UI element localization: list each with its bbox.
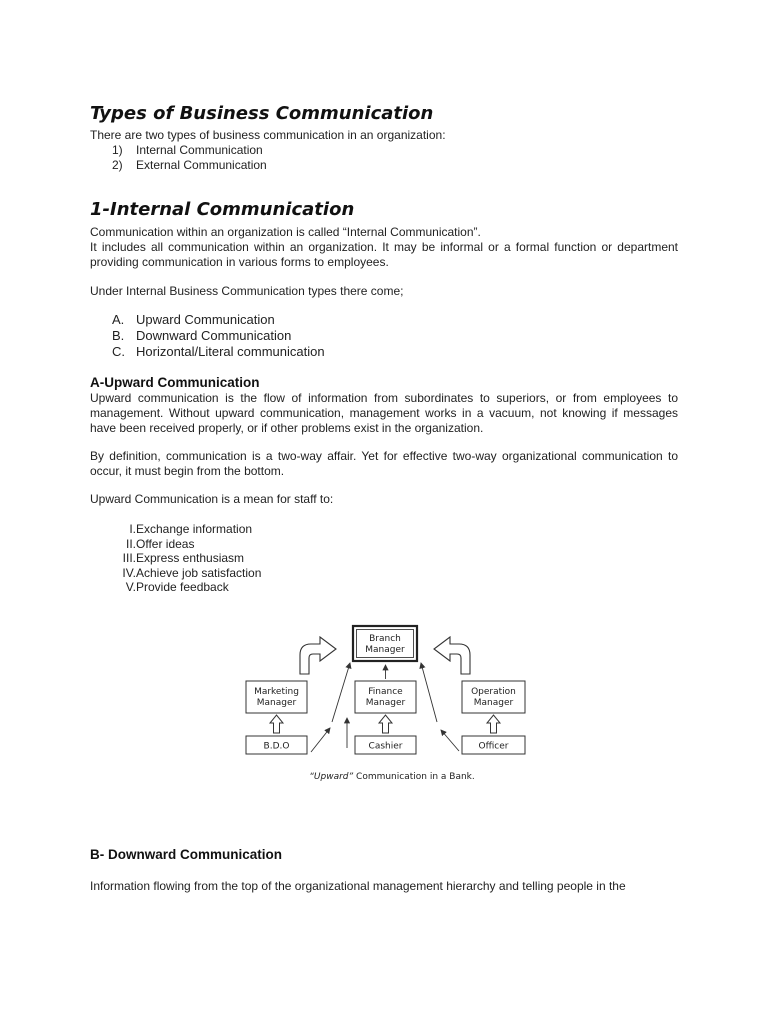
marketing-manager-label-1: Marketing — [254, 687, 299, 697]
list-item-label: Offer ideas — [136, 536, 195, 551]
paragraph: Under Internal Business Communication types there come; — [90, 284, 404, 298]
curved-arrow-icon — [434, 637, 470, 674]
operation-manager-box — [462, 681, 525, 713]
list-item-marker: II. — [125, 536, 136, 551]
list-item-label: Exchange information — [136, 522, 253, 536]
arrow-to-branch-right — [421, 663, 437, 722]
hollow-arrow-up — [379, 715, 392, 733]
list-item-label: Provide feedback — [136, 580, 229, 594]
section-heading-downward: B- Downward Communication — [90, 847, 282, 862]
arrow-to-branch-left — [332, 663, 350, 722]
diagram-caption — [309, 772, 475, 782]
operation-manager-label-1: Operation — [471, 687, 516, 697]
section-heading-upward: A-Upward Communication — [90, 375, 260, 390]
finance-manager-label-1: Finance — [368, 687, 403, 697]
marketing-manager-box — [246, 681, 307, 713]
doc-title: Types of Business Communication — [90, 103, 434, 124]
list-item-marker: 1) — [112, 143, 123, 157]
officer-label: Officer — [478, 741, 509, 752]
branch-manager-label-1: Branch — [369, 634, 401, 644]
list-item: External Communication — [136, 158, 267, 172]
curved-arrow-icon — [300, 637, 336, 674]
paragraph: Information flowing from the top of the organizational management hierarchy and telling people in the — [90, 879, 626, 893]
intro-text: There are two types of business communication in an organization: — [90, 128, 446, 142]
officer-box — [462, 736, 525, 754]
section-heading-internal: 1-Internal Communication — [90, 199, 355, 220]
hollow-arrow-up — [270, 715, 283, 733]
list-item-marker: B. — [112, 328, 125, 343]
list-item-marker: I. — [129, 522, 136, 536]
hollow-arrow-up — [487, 715, 500, 733]
cashier-label: Cashier — [368, 741, 403, 752]
list-item: Horizontal/Literal communication — [136, 344, 325, 359]
bdo-label: B.D.O — [263, 741, 290, 752]
caption-rest: Communication in a Bank. — [353, 772, 475, 782]
finance-manager-box — [355, 681, 416, 713]
cashier-box — [355, 736, 416, 754]
list-item-marker: 2) — [112, 158, 123, 172]
caption-quoted: “Upward” — [309, 772, 354, 782]
list-item: Internal Communication — [136, 143, 263, 157]
list-item-marker: A. — [112, 312, 125, 327]
operation-manager-label-2: Manager — [473, 698, 514, 708]
list-item-marker: C. — [112, 344, 125, 359]
branch-manager-box — [353, 626, 417, 661]
paragraph: By definition, communication is a two-way affair. Yet for effective two-way organizational communication to occur, it must begin from the bottom. — [90, 449, 678, 478]
list-item-label: Express enthusiasm — [136, 551, 245, 565]
finance-manager-label-2: Manager — [365, 698, 406, 708]
branch-manager-label-2: Manager — [365, 645, 405, 655]
list-item-marker: IV. — [122, 565, 136, 580]
paragraph: Upward communication is the flow of information from subordinates to superiors, or from employees to management. Without upward communication, management works in a vacuum, not knowing if messages have been received properly, or if other problems exist in the organization. — [90, 391, 678, 435]
arrow-bdo-to-finance — [311, 728, 330, 752]
list-item: Downward Communication — [136, 328, 292, 343]
list-item-marker: III. — [122, 551, 136, 565]
list-item-label: Achieve job satisfaction — [136, 565, 262, 580]
list-item: Upward Communication — [136, 312, 275, 327]
bdo-box — [246, 736, 307, 754]
list-item-marker: V. — [125, 580, 136, 594]
paragraph: Upward Communication is a mean for staff to: — [90, 492, 334, 506]
arrow-officer-to-operation — [441, 730, 459, 751]
paragraph: It includes all communication within an organization. It may be informal or a formal function or department providing communication in various forms to employees. — [90, 240, 678, 269]
paragraph: Communication within an organization is called “Internal Communication”. — [90, 225, 481, 239]
marketing-manager-label-2: Manager — [256, 698, 297, 708]
